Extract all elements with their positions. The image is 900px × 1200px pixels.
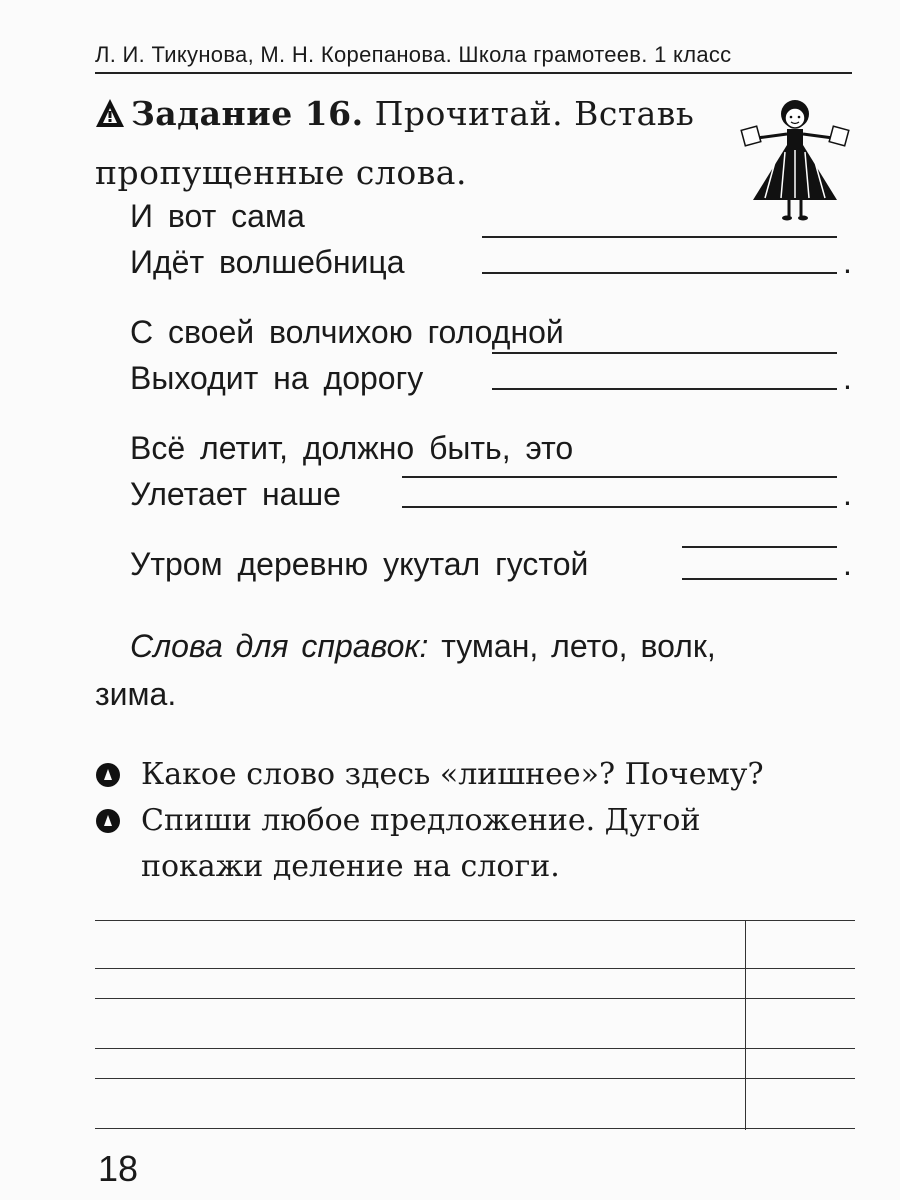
pencil-bullet-icon: [95, 808, 121, 834]
period: .: [843, 476, 852, 512]
poem-line-7: Утром деревню укутал густой: [130, 546, 589, 582]
period: .: [843, 360, 852, 396]
period: .: [843, 244, 852, 280]
answer-blank-7[interactable]: [682, 546, 837, 548]
warning-triangle-icon: [95, 89, 125, 145]
task-label: Задание 16.: [131, 94, 364, 133]
period: .: [843, 546, 852, 582]
writing-line: [95, 998, 855, 999]
question-2: [95, 798, 865, 890]
question-2-text-line-1: Спиши любое предложение. Дугой: [141, 803, 701, 838]
answer-blank-6[interactable]: [402, 506, 837, 508]
girl-illustration: [735, 92, 855, 222]
reference-label: Слова для справок:: [130, 628, 429, 664]
reference-words: [130, 622, 860, 670]
answer-blank-8[interactable]: [682, 578, 837, 580]
question-1: [95, 752, 865, 798]
book-header: Л. И. Тикунова, М. Н. Корепанова. Школа грамотеев. 1 класс: [95, 42, 852, 74]
writing-line: [95, 1048, 855, 1049]
poem-line-2: Идёт волшебница: [130, 244, 405, 280]
pencil-bullet-icon: [95, 762, 121, 788]
question-1-text: Какое слово здесь «лишнее»? Почему?: [141, 757, 764, 792]
question-2-text-line-2: покажи деление на слоги.: [141, 849, 560, 884]
poem-line-3: С своей волчихою голодной: [130, 314, 564, 350]
answer-blank-2[interactable]: [482, 272, 837, 274]
writing-area[interactable]: [95, 900, 855, 1140]
margin-line: [745, 920, 746, 1130]
reference-words-cont: зима.: [95, 676, 177, 712]
writing-line: [95, 920, 855, 921]
task-title: [95, 86, 735, 201]
reference-words-list: туман, лето, волк,: [441, 628, 716, 664]
poem-line-5: Всё летит, должно быть, это: [130, 430, 574, 466]
writing-line: [95, 1078, 855, 1079]
answer-blank-3[interactable]: [492, 352, 837, 354]
poem-line-1: И вот сама: [130, 198, 305, 234]
writing-line: [95, 1128, 855, 1129]
answer-blank-1[interactable]: [482, 236, 837, 238]
answer-blank-5[interactable]: [402, 476, 837, 478]
answer-blank-4[interactable]: [492, 388, 837, 390]
writing-line: [95, 968, 855, 969]
task-instruction-1: Прочитай. Вставь: [374, 94, 695, 133]
task-instruction-2: пропущенные слова.: [95, 153, 467, 192]
poem-line-6: Улетает наше: [130, 476, 341, 512]
page-number: 18: [98, 1148, 139, 1189]
poem-line-4: Выходит на дорогу: [130, 360, 424, 396]
